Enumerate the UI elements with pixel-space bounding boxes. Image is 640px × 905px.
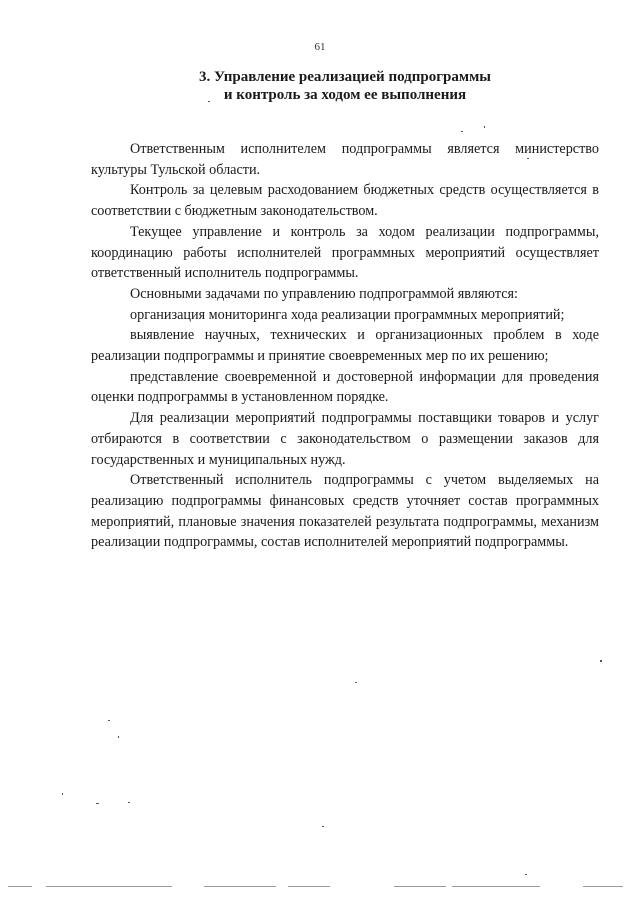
scan-edge-line <box>8 886 32 887</box>
scan-speck <box>128 802 130 803</box>
scan-edge-line <box>204 886 276 887</box>
scan-speck <box>600 660 602 662</box>
scan-speck <box>322 826 324 827</box>
scan-speck <box>208 101 210 102</box>
paragraph: Для реализации мероприятий подпрограммы поставщики товаров и услуг отбираются в соответствии с законодательством о размещении заказов для государственных и муниципальных нужд. <box>91 410 599 468</box>
scan-speck <box>118 736 119 738</box>
scan-speck <box>96 803 99 804</box>
scan-speck <box>355 682 357 683</box>
scan-speck <box>62 793 63 795</box>
page-number: 61 <box>314 41 326 53</box>
paragraph: представление своевременной и достоверной информации для проведения оценки подпрограммы в установленном порядке. <box>91 368 599 406</box>
paragraph: организация мониторинга хода реализации программных мероприятий; <box>130 306 565 323</box>
scan-edge-line <box>288 886 330 887</box>
paragraph: Текущее управление и контроль за ходом реализации подпрограммы, координацию работы исполнителей программных мероприятий осуществляет ответственный исполнитель подпрограммы. <box>91 223 599 282</box>
scan-edge-line <box>394 886 446 887</box>
scan-edge-line <box>46 886 172 887</box>
paragraph: Ответственным исполнителем подпрограммы является министерство культуры Тульской области. <box>91 141 599 178</box>
scan-edge-line <box>583 886 623 887</box>
paragraph: Ответственный исполнитель подпрограммы с учетом выделяемых на реализацию подпрограммы финансовых средств уточняет состав программных мероприятий, плановые значения показателей результата подпрограммы, механизм реализации подпрограммы, состав исполнителей мероприятий подпрограммы. <box>91 472 599 551</box>
section-title-line-2: и контроль за ходом ее выполнения <box>223 87 467 103</box>
scan-edge-line <box>452 886 540 887</box>
scan-speck <box>527 158 529 159</box>
body-text <box>91 139 599 553</box>
paragraph: Основными задачами по управлению подпрограммой являются: <box>130 285 518 302</box>
paragraph: выявление научных, технических и организационных проблем в ходе реализации подпрограммы и принятие своевременных мер по их решению; <box>91 327 599 365</box>
scan-speck <box>525 874 527 875</box>
scan-speck <box>108 720 110 721</box>
scan-speck <box>461 131 463 132</box>
section-title <box>0 68 640 104</box>
scan-speck <box>484 126 485 128</box>
paragraph: Контроль за целевым расходованием бюджетных средств осуществляется в соответствии с бюджетным законодательством. <box>91 182 599 220</box>
section-title-line-1: 3. Управление реализацией подпрограммы <box>198 69 492 85</box>
